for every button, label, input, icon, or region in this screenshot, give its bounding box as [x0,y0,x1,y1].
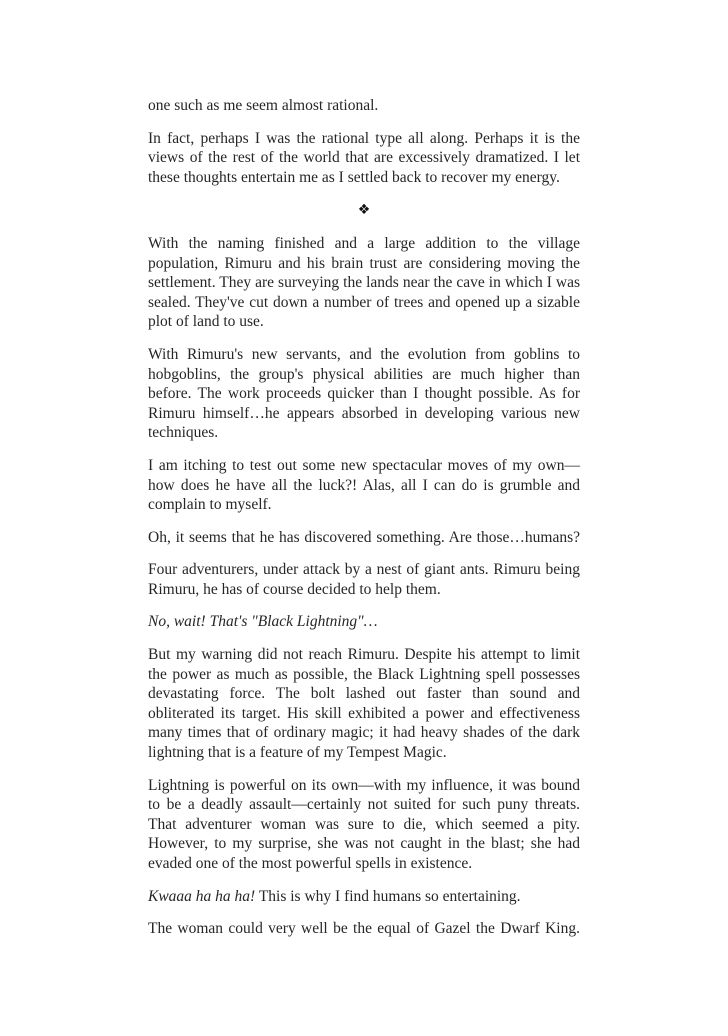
paragraph-italic-lead: Kwaaa ha ha ha! [148,887,256,905]
paragraph: one such as me seem almost rational. [148,97,379,114]
paragraph: I am itching to test out some new spectacular moves of my own—how does he have all the luck?! Alas, all I can do is grumble and complain to myself. [148,456,580,514]
paragraph-text: This is why I find humans so entertaining. [255,887,521,905]
paragraph: But my warning did not reach Rimuru. Despite his attempt to limit the power as much as possible, the Black Lightning spell possesses devastating force. The bolt lashed out faster than sound and obliterated its target. His skill exhibited a power and effectiveness many times that of ordinary magic; it had heavy shades of the dark lightning that is a feature of my Tempest Magic. [148,646,580,762]
paragraph: Lightning is powerful on its own—with my influence, it was bound to be a deadly assault—certainly not suited for such puny threats. That adventurer woman was sure to die, which seemed a pity. However, to my surprise, she was not caught in the blast; she had evaded one of the most powerful spells in existence. [148,776,580,872]
paragraph: Four adventurers, under attack by a nest of giant ants. Rimuru being Rimuru, he has of course decided to help them. [148,561,580,598]
diamond-ornament-icon: ❖ [357,202,371,219]
page-text-block [148,96,580,952]
paragraph [148,887,580,907]
paragraph: In fact, perhaps I was the rational type all along. Perhaps it is the views of the rest of the world that are excessively dramatized. I let these thoughts entertain me as I settled back to recover my energy. [148,129,580,186]
paragraph: Oh, it seems that he has discovered something. Are those…humans? [148,528,580,546]
section-break [148,200,580,221]
paragraph: The woman could very well be the equal of Gazel the Dwarf King. [148,920,580,938]
paragraph: With Rimuru's new servants, and the evolution from goblins to hobgoblins, the group's physical abilities are much higher than before. The work proceeds quicker than I thought possible. As for Rimuru himself…he appears absorbed in developing various new techniques. [148,345,580,442]
paragraph: With the naming finished and a large addition to the village population, Rimuru and his brain trust are considering moving the settlement. They are surveying the lands near the cave in which I was sealed. They've cut down a number of trees and opened up a sizable plot of land to use. [148,234,580,331]
paragraph-italic: No, wait! That's "Black Lightning"… [148,613,378,631]
